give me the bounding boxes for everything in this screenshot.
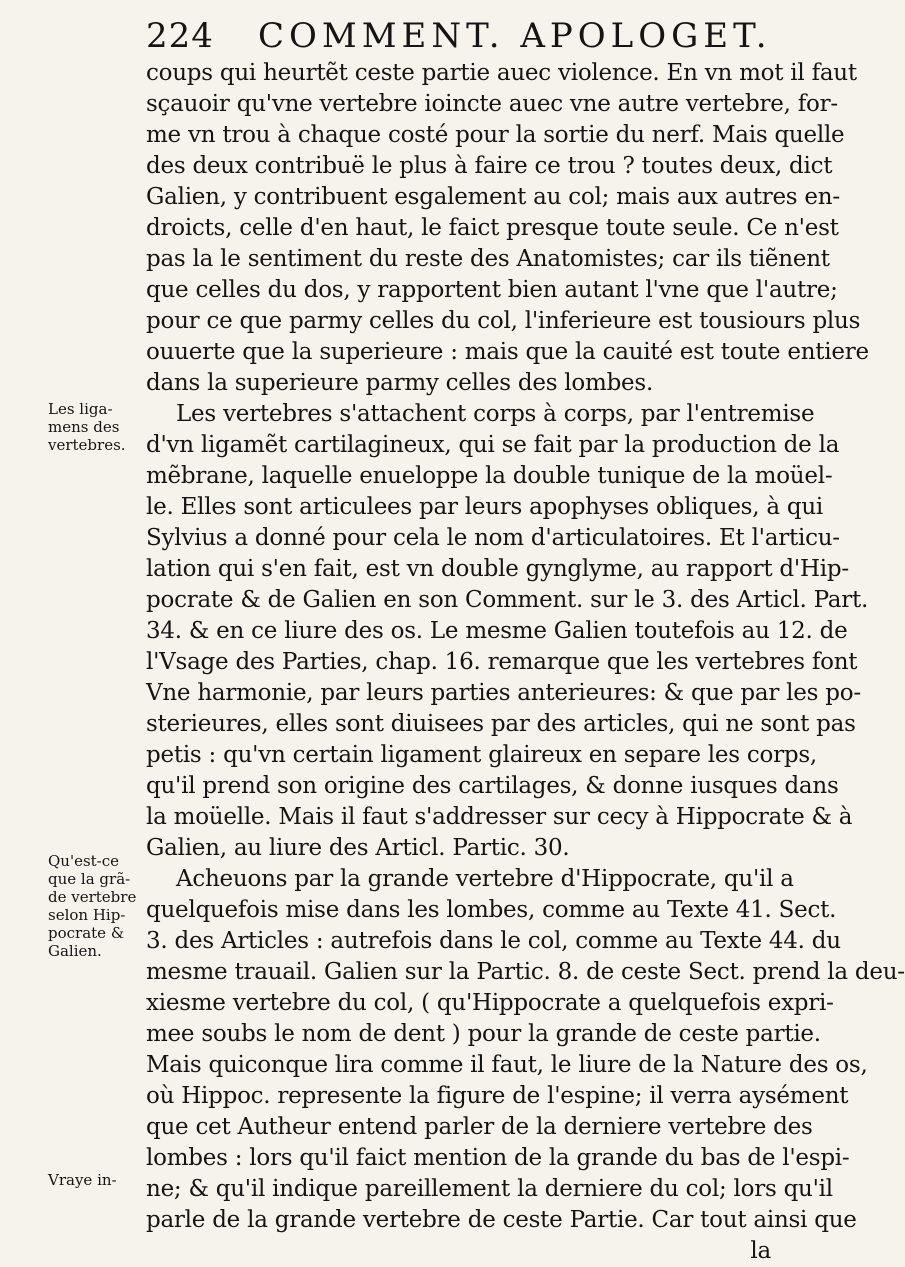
text-line: lation qui s'en fait, est vn double gynglyme, au rapport d'Hip- — [146, 556, 849, 582]
main-text — [146, 58, 905, 1267]
margin-note-line: selon Hip- — [48, 906, 126, 924]
margin-note-line: que la grã- — [48, 870, 131, 888]
text-line: mẽbrane, laquelle enueloppe la double tunique de la moüel- — [146, 463, 833, 489]
margin-note-line: Qu'est-ce — [48, 852, 120, 870]
text-line: mesme trauail. Galien sur la Partic. 8. de ceste Sect. prend la deu- — [146, 959, 905, 985]
margin-note-line: de vertebre — [48, 888, 137, 906]
text-line: 34. & en ce liure des os. Le mesme Galien toutefois au 12. de — [146, 618, 848, 644]
text-line: lombes : lors qu'il faict mention de la grande du bas de l'espi- — [146, 1145, 850, 1171]
margin-note-line: mens des — [48, 418, 120, 436]
text-line: mee soubs le nom de dent ) pour la grande de ceste partie. — [146, 1021, 821, 1047]
text-line: que cet Autheur entend parler de la derniere vertebre des — [146, 1114, 813, 1140]
text-line: 3. des Articles : autrefois dans le col, comme au Texte 44. du — [146, 928, 841, 954]
text-line: sterieures, elles sont diuisees par des articles, qui ne sont pas — [146, 711, 856, 737]
text-line: le. Elles sont articulees par leurs apophyses obliques, à qui — [146, 494, 824, 520]
text-line: Sylvius a donné pour cela le nom d'articulatoires. Et l'articu- — [146, 525, 840, 551]
text-line: Vne harmonie, par leurs parties anterieures: & que par les po- — [146, 680, 861, 706]
margin-note-line: Les liga- — [48, 400, 113, 418]
text-line: la moüelle. Mais il faut s'addresser sur cecy à Hippocrate & à — [146, 804, 853, 830]
text-line: des deux contribuë le plus à faire ce trou ? toutes deux, dict — [146, 153, 833, 179]
text-line: dans la superieure parmy celles des lombes. — [146, 370, 654, 396]
text-line: pour ce que parmy celles du col, l'inferieure est tousiours plus — [146, 308, 861, 334]
text-line: me vn trou à chaque costé pour la sortie du nerf. Mais quelle — [146, 122, 845, 148]
text-line: parle de la grande vertebre de ceste Partie. Car tout ainsi que — [146, 1207, 857, 1233]
text-line: droicts, celle d'en haut, le faict presque toute seule. Ce n'est — [146, 215, 839, 241]
margin-note-ligaments — [48, 400, 140, 454]
text-line: Galien, au liure des Articl. Partic. 30. — [146, 835, 570, 861]
catchword: la — [750, 1238, 771, 1264]
text-line: petis : qu'vn certain ligament glaireux en separe les corps, — [146, 742, 817, 768]
text-line: où Hippoc. represente la figure de l'espine; il verra aysément — [146, 1083, 849, 1109]
text-line: quelquefois mise dans les lombes, comme au Texte 41. Sect. — [146, 897, 837, 923]
text-line: Les vertebres s'attachent corps à corps, par l'entremise — [176, 401, 815, 427]
text-line: que celles du dos, y rapportent bien autant l'vne que l'autre; — [146, 277, 838, 303]
text-line: pas la le sentiment du reste des Anatomistes; car ils tiẽnent — [146, 246, 830, 272]
text-line: ne; & qu'il indique pareillement la derniere du col; lors qu'il — [146, 1176, 833, 1202]
text-line: l'Vsage des Parties, chap. 16. remarque que les vertebres font — [146, 649, 858, 675]
text-line: Galien, y contribuent esgalement au col; mais aux autres en- — [146, 184, 840, 210]
text-line: d'vn ligamẽt cartilagineux, qui se fait par la production de la — [146, 432, 840, 458]
margin-note-line: Vraye in- — [48, 1171, 117, 1189]
margin-note-vraye — [48, 1171, 140, 1189]
text-line: Mais quiconque lira comme il faut, le liure de la Nature des os, — [146, 1052, 868, 1078]
text-line: qu'il prend son origine des cartilages, & donne iusques dans — [146, 773, 839, 799]
margin-note-line: vertebres. — [48, 436, 126, 454]
text-line: sçauoir qu'vne vertebre ioincte auec vne autre vertebre, for- — [146, 91, 838, 117]
margin-note-line: Galien. — [48, 942, 102, 960]
margin-note-line: pocrate & — [48, 924, 125, 942]
text-line: pocrate & de Galien en son Comment. sur le 3. des Articl. Part. — [146, 587, 869, 613]
text-line: ouuerte que la superieure : mais que la cauité est toute entiere — [146, 339, 869, 365]
running-title: COMMENT. APOLOGET. — [258, 16, 772, 56]
text-line: Acheuons par la grande vertebre d'Hippocrate, qu'il a — [176, 866, 794, 892]
text-line: xiesme vertebre du col, ( qu'Hippocrate a quelquefois expri- — [146, 990, 834, 1016]
margin-note-grande-vertebre — [48, 852, 140, 960]
page-header — [140, 10, 790, 56]
page-number: 224 — [146, 16, 214, 56]
text-line: coups qui heurtẽt ceste partie auec violence. En vn mot il faut — [146, 60, 857, 86]
